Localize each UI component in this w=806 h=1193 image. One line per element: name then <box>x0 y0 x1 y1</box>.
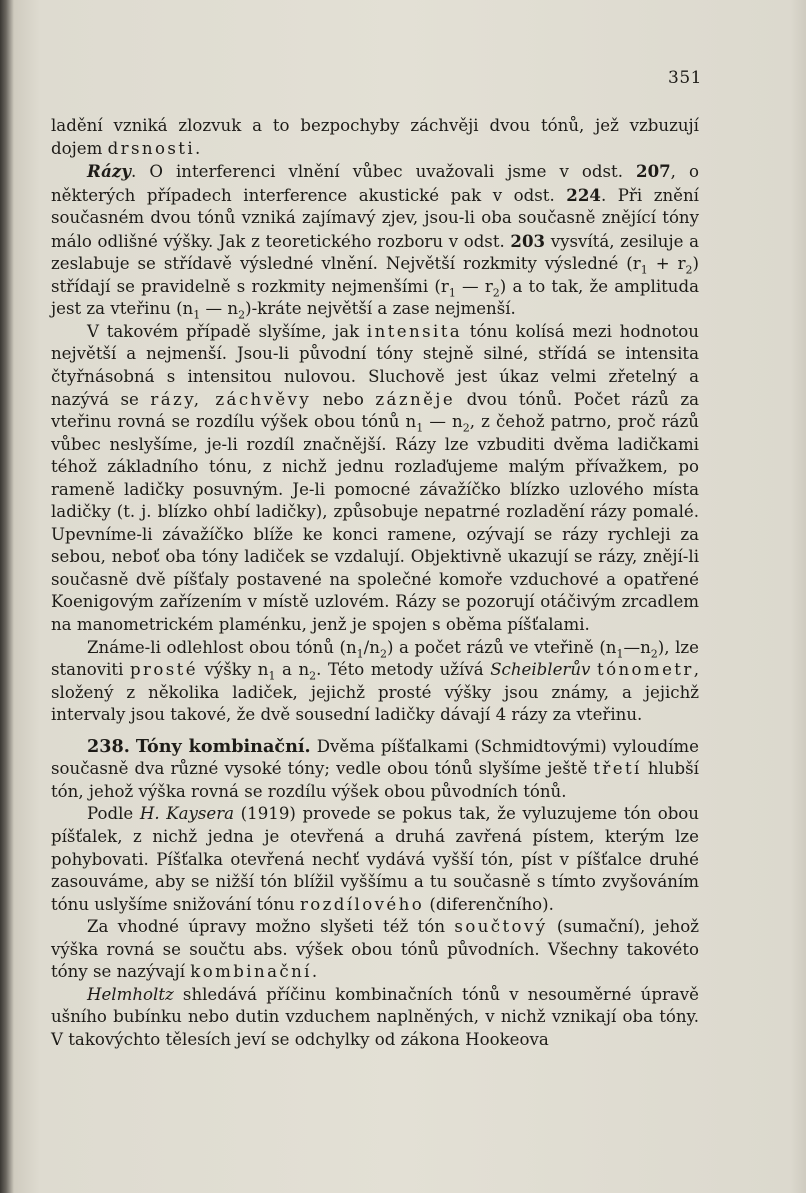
emphasis-treti: třetí <box>593 759 642 779</box>
emphasis-spaced: drsnosti <box>107 138 196 158</box>
paragraph-scheibler: Známe-li odlehlost obou tónů $(n_1/n_2)$ a počet rázů ve vteřině $(n_1—n_2)$, lze stanoviti prosté výšky $n_1$ a $n_2$. Této metody užívá Scheiblerův tónometr, složený z několika ladiček, jejichž prosté výšky jsou známy, a jejichž intervaly jsou takové, že dvě sousední ladičky dávají 4 rázy za vteřinu. <box>51 637 699 725</box>
emphasis-rozdiloveho: rozdílového <box>299 894 425 914</box>
paragraph-kayser: Podle H. Kaysera (1919) provede se pokus tak, že vyluzujeme tón obou píšťalek, z nichž jedna je otevřená a druhá zavřená pístem, kterým lze pohybovati. Píšťalka otevřená nechť vydává vyšší tón, píst v píšťalce druhé zasouváme, aby se nižší tón blížil vyššímu a tu současně s tímto zvyšováním tónu uslyšíme snižování tónu rozdílového (diferenčního). <box>51 804 699 914</box>
term-razy: Rázy <box>87 161 131 182</box>
ref-224: 224 <box>566 184 601 205</box>
emphasis-proste: prosté <box>129 660 198 680</box>
paragraph-soucet: Za vhodné úpravy možno slyšeti též tón součtový (sumační), jehož výška rovná se součtu abs. výšek obou tónů původních. Všechny takovéto tóny se nazývají kombinační. <box>51 917 700 982</box>
emphasis-zazneje: zázněje <box>375 389 456 409</box>
emphasis-kombinacni: kombinační <box>190 962 312 982</box>
section-238: 238. Tóny kombinační. Dvěma píšťalkami (Schmidtovými) vyloudíme současně dva různé vysoké tóny; vedle obou tónů slyšíme ještě třetí hlubší tón, jehož výška rovná se rozdílu výšek obou původních tónů. <box>51 735 699 801</box>
emphasis-intensita: intensita <box>366 321 463 341</box>
name-helmholtz: Helmholtz <box>87 984 174 1004</box>
emphasis-razy-zachvevy: rázy, záchvěvy <box>150 389 312 409</box>
emphasis-souctovy: součtový <box>454 917 548 937</box>
section-title: Tóny kombinační. <box>135 735 311 757</box>
name-kaysera: H. Kaysera <box>139 804 235 824</box>
section-number: 238. <box>87 735 130 757</box>
name-scheibleruv: Scheiblerův <box>490 660 591 680</box>
paragraph-razy: Rázy. O interferenci vlnění vůbec uvažovali jsme v odst. 207, o některých případech interference akustické pak v odst. 224. Při znění současném dvou tónů vzniká zajímavý zjev, jsou-li oba současně znějící tóny málo odlišné výšky. Jak z teoretického rozboru v odst. 203 vysvítá, zesiluje a zeslabuje se střídavě výsledné vlnění. Největší rozkmity výsledné $(r_1 + r_2)$ střídají se pravidelně s rozkmity nejmenšími ($r_1$ — $r_2$) a to tak, že amplituda jest za vteřinu ($n_1$ — $n_2$)-kráte největší a zase nejmenší. <box>51 161 699 322</box>
ref-207: 207 <box>636 161 671 182</box>
paragraph-helmholtz: Helmholtz shledává příčinu kombinačních tónů v nesouměrné úpravě ušního bubínku nebo dutin vzduchem naplněných, v nichž vznikají oba tóny. V takovýchto tělesích jeví se odchylky od zákona Hookeova <box>51 984 699 1049</box>
page-body <box>51 115 699 1051</box>
paragraph-1: ladění vzniká zlozvuk a to bezpochyby záchvěji dvou tónů, jež vzbuzují dojem drsnosti. <box>51 116 699 158</box>
emphasis-tonometr: tónometr <box>597 660 694 680</box>
page-number: 351 <box>668 68 702 88</box>
ref-203: 203 <box>510 230 546 251</box>
paragraph-intensita: V takovém případě slyšíme, jak intensita tónu kolísá mezi hodnotou největší a nejmenší. Jsou-li původní tóny stejně silné, střídá se intensita čtyřnásobná s intensitou nulovou. Sluchově jest úkaz velmi zřetelný a nazývá se rázy, záchvěvy nebo zázněje dvou tónů. Počet rázů za vteřinu rovná se rozdílu výšek obou tónů $n_1$ — $n_2$, z čehož patrno, proč rázů vůbec neslyšíme, je-li rozdíl značnější. Rázy lze vzbuditi dvěma ladičkami téhož základního tónu, z nichž jednu rozlaďujeme malým přívažkem, po rameně ladičky posuvným. Je-li pomocné závažíčko blízko uzlového místa ladičky (t. j. blízko ohbí ladičky), způsobuje nepatrné rozladění rázy pomalé. Upevníme-li závažíčko blíže ke konci ramene, ozývají se rázy rychleji za sebou, neboť oba tóny ladiček se vzdalují. Objektivně ukazují se rázy, znějí-li současně dvě píšťaly postavené na společné komoře vzduchové a opatřené Koenigovým zařízením v místě uzlovém. Rázy se pozorují otáčivým zrcadlem na manometrickém plaménku, jenž je spojen s oběma píšťalami. <box>51 321 699 635</box>
